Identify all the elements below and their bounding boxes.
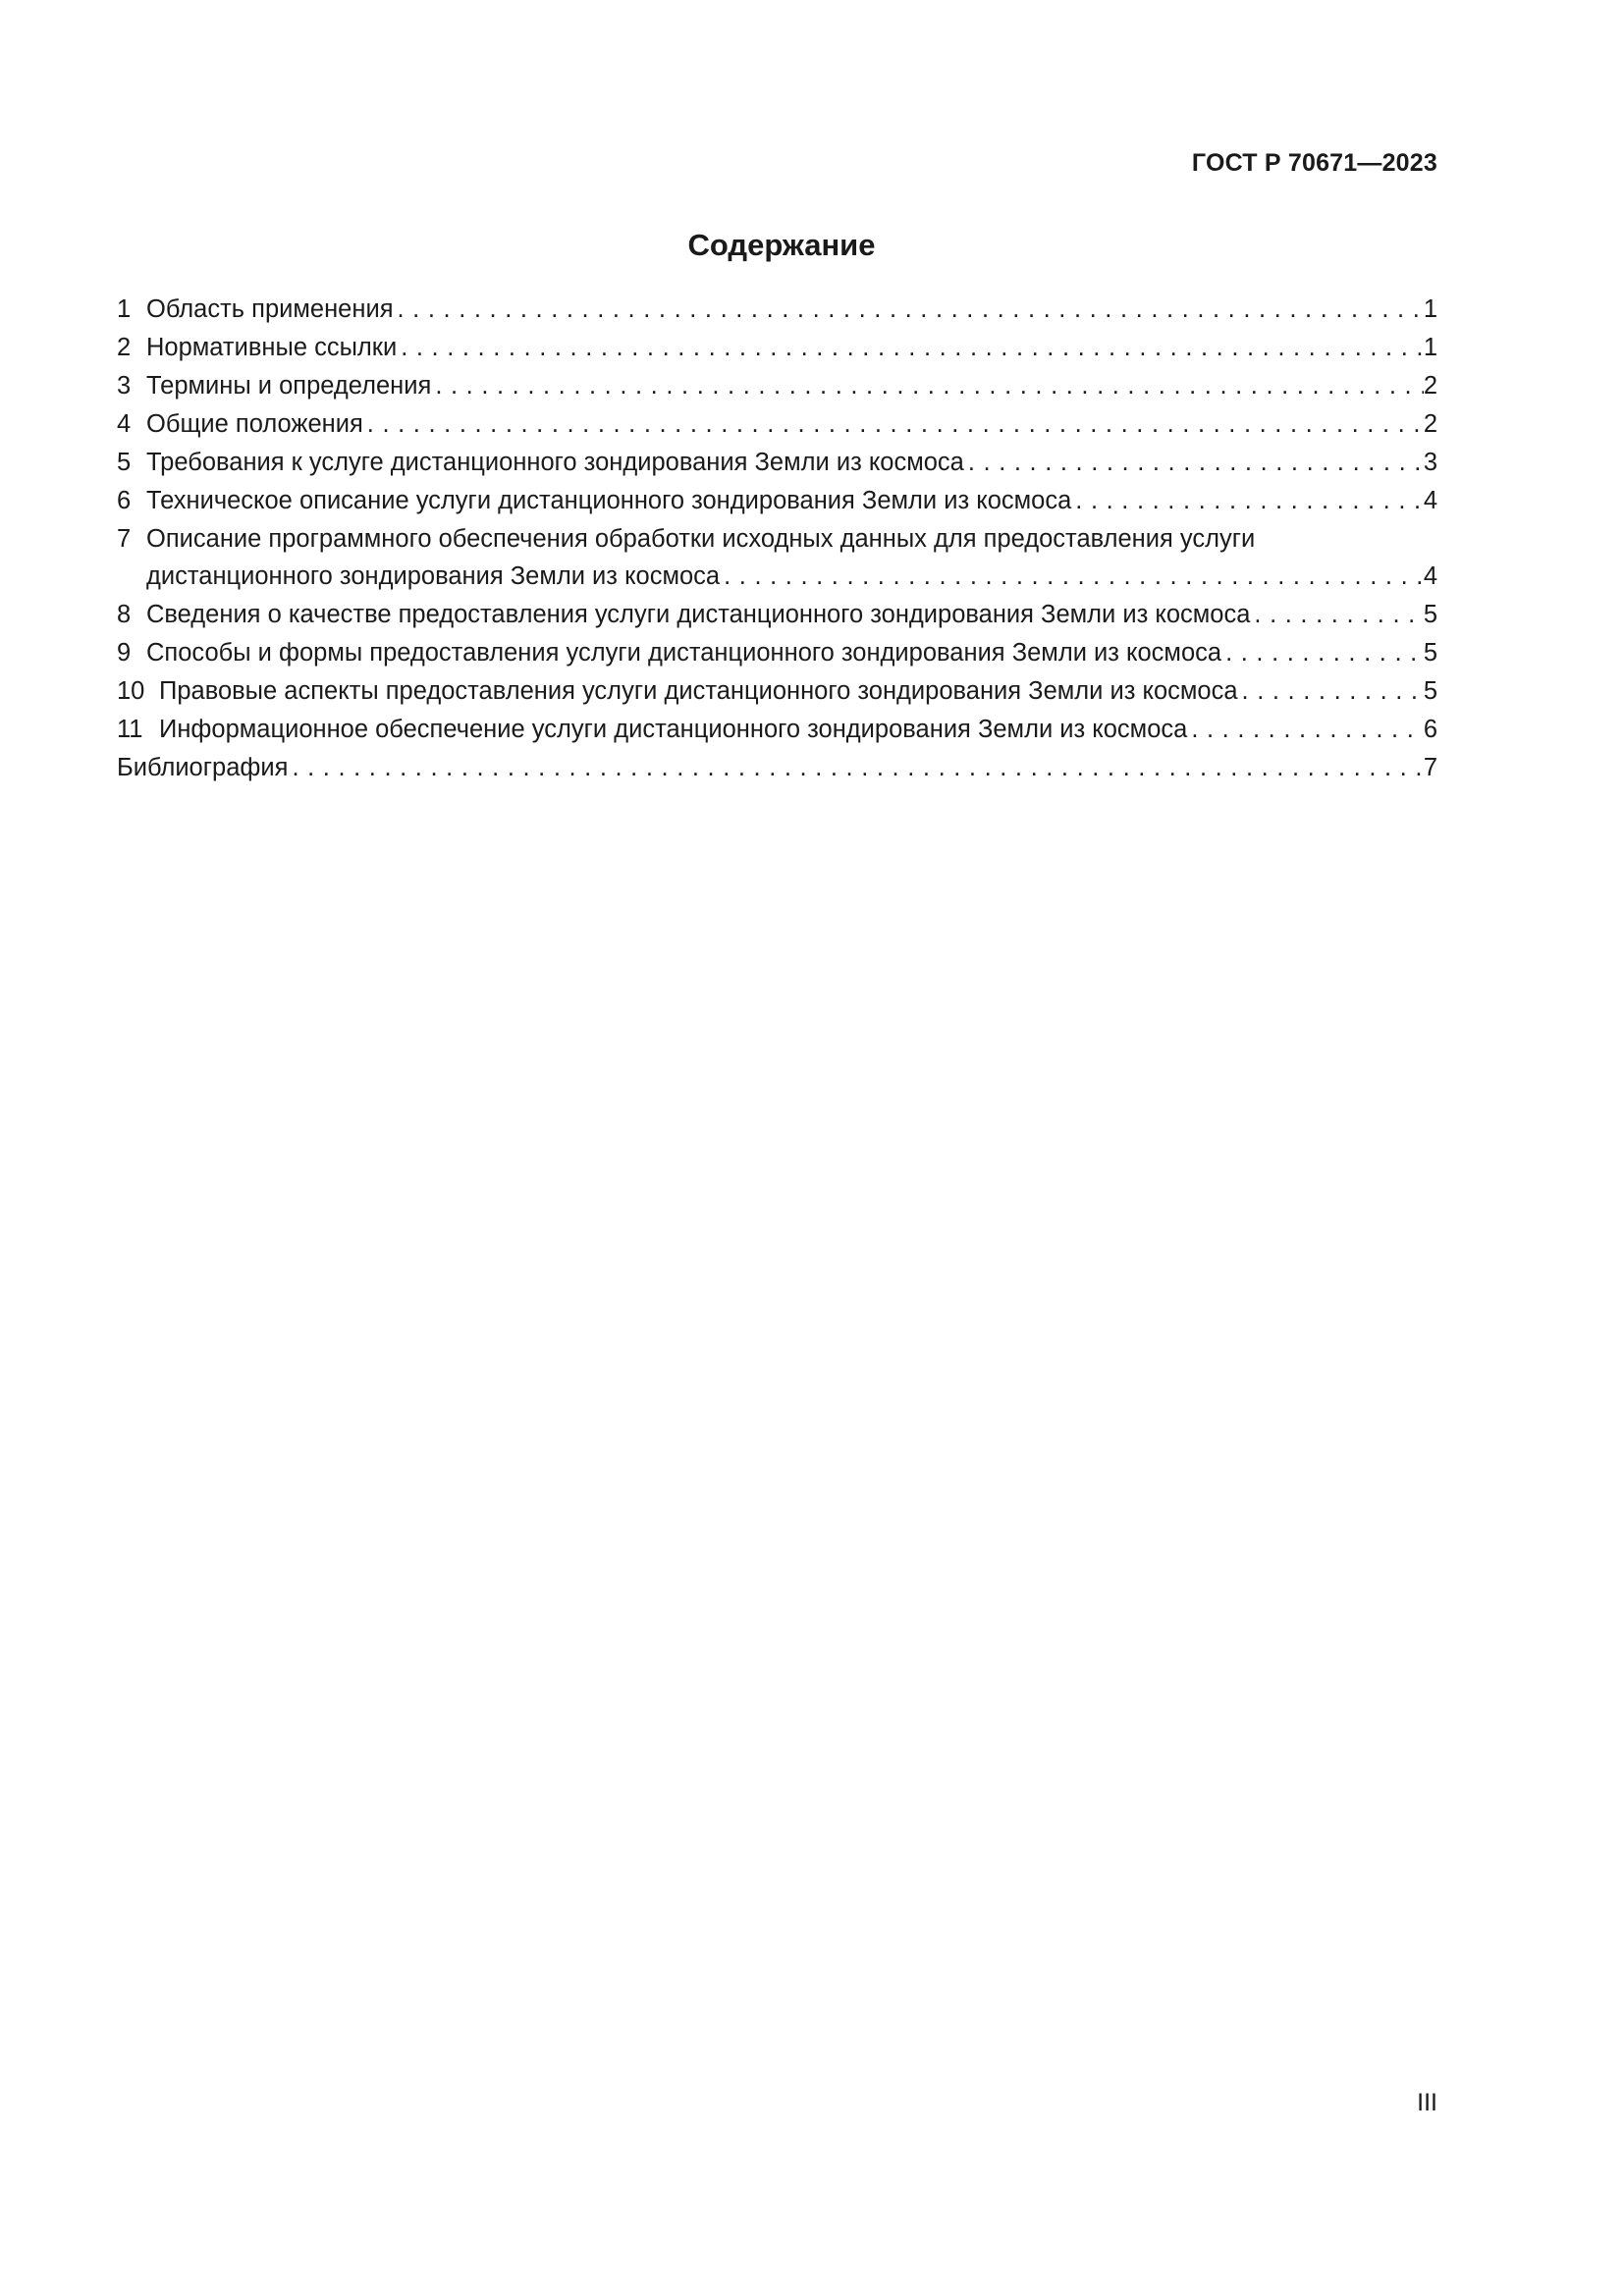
page-number: III	[1417, 2089, 1437, 2116]
toc-entry-5[interactable]	[117, 444, 1437, 482]
toc-entry-4[interactable]	[117, 405, 1437, 444]
toc-entry-6[interactable]	[117, 482, 1437, 520]
toc-entry-title: Способы и формы предоставления услуги дистанционного зондирования Земли из космоса	[146, 639, 1222, 667]
toc-entry-bibliography[interactable]	[117, 749, 1437, 787]
toc-leader-dots	[401, 329, 1424, 367]
toc-entry-title: Общие положения	[146, 410, 363, 438]
table-of-contents	[117, 291, 1437, 787]
toc-entry-number: 5	[117, 449, 132, 476]
toc-entry-number: 6	[117, 487, 132, 514]
toc-entry-1[interactable]	[117, 291, 1437, 329]
toc-entry-number: 4	[117, 410, 132, 438]
toc-entry-number: 9	[117, 639, 132, 667]
toc-leader-dots	[968, 444, 1424, 482]
toc-entry-page: 1	[1423, 334, 1437, 361]
toc-entry-7-line-2[interactable]	[117, 558, 1437, 596]
toc-entry-title: Техническое описание услуги дистанционного зондирования Земли из космоса	[146, 487, 1072, 514]
toc-entry-title: Описание программного обеспечения обработки исходных данных для предоставления услуги	[146, 525, 1256, 553]
toc-entry-page: 4	[1423, 487, 1437, 514]
toc-entry-number: 1	[117, 295, 132, 323]
toc-leader-dots	[367, 405, 1424, 444]
toc-entry-title: Требования к услуге дистанционного зондирования Земли из космоса	[146, 449, 964, 476]
toc-leader-dots	[398, 291, 1424, 329]
toc-entry-number: 8	[117, 601, 132, 628]
toc-leader-dots	[1075, 482, 1424, 520]
toc-entry-9[interactable]	[117, 634, 1437, 672]
toc-entry-7-line-1[interactable]	[117, 520, 1437, 558]
toc-entry-11[interactable]	[117, 711, 1437, 749]
toc-entry-3[interactable]	[117, 367, 1437, 405]
toc-entry-number: 11	[117, 716, 143, 743]
document-code: ГОСТ Р 70671—2023	[1191, 149, 1437, 177]
toc-entry-page: 4	[1423, 562, 1437, 590]
toc-entry-page: 2	[1423, 372, 1437, 400]
toc-entry-number: 2	[117, 334, 132, 361]
toc-entry-title: Библиография	[117, 754, 289, 781]
toc-leader-dots	[292, 749, 1423, 787]
toc-entry-title: Нормативные ссылки	[146, 334, 398, 361]
toc-entry-page: 6	[1423, 716, 1437, 743]
toc-entry-page: 2	[1423, 410, 1437, 438]
toc-entry-8[interactable]	[117, 596, 1437, 634]
toc-entry-page: 7	[1423, 754, 1437, 781]
toc-entry-title: Информационное обеспечение услуги дистанционного зондирования Земли из космоса	[159, 716, 1188, 743]
toc-leader-dots	[435, 367, 1424, 405]
toc-leader-dots	[1191, 711, 1423, 749]
toc-leader-dots	[1242, 672, 1424, 711]
toc-leader-dots	[724, 558, 1424, 596]
toc-title: Содержание	[687, 228, 876, 262]
toc-entry-title: Сведения о качестве предоставления услуги дистанционного зондирования Земли из космоса	[146, 601, 1251, 628]
toc-entry-title: Область применения	[146, 295, 394, 323]
toc-entry-title: Правовые аспекты предоставления услуги дистанционного зондирования Земли из космоса	[159, 677, 1238, 705]
toc-leader-dots	[1254, 596, 1423, 634]
toc-entry-page: 1	[1423, 295, 1437, 323]
toc-entry-page: 5	[1423, 601, 1437, 628]
toc-entry-page: 3	[1423, 449, 1437, 476]
toc-entry-page: 5	[1423, 677, 1437, 705]
toc-entry-title-continued: дистанционного зондирования Земли из космоса	[146, 562, 721, 590]
toc-entry-2[interactable]	[117, 329, 1437, 367]
toc-entry-title: Термины и определения	[146, 372, 432, 400]
toc-entry-10[interactable]	[117, 672, 1437, 711]
toc-entry-number: 10	[117, 677, 145, 705]
toc-entry-number: 7	[117, 525, 132, 553]
toc-entry-number: 3	[117, 372, 132, 400]
toc-entry-page: 5	[1423, 639, 1437, 667]
toc-leader-dots	[1225, 634, 1424, 672]
